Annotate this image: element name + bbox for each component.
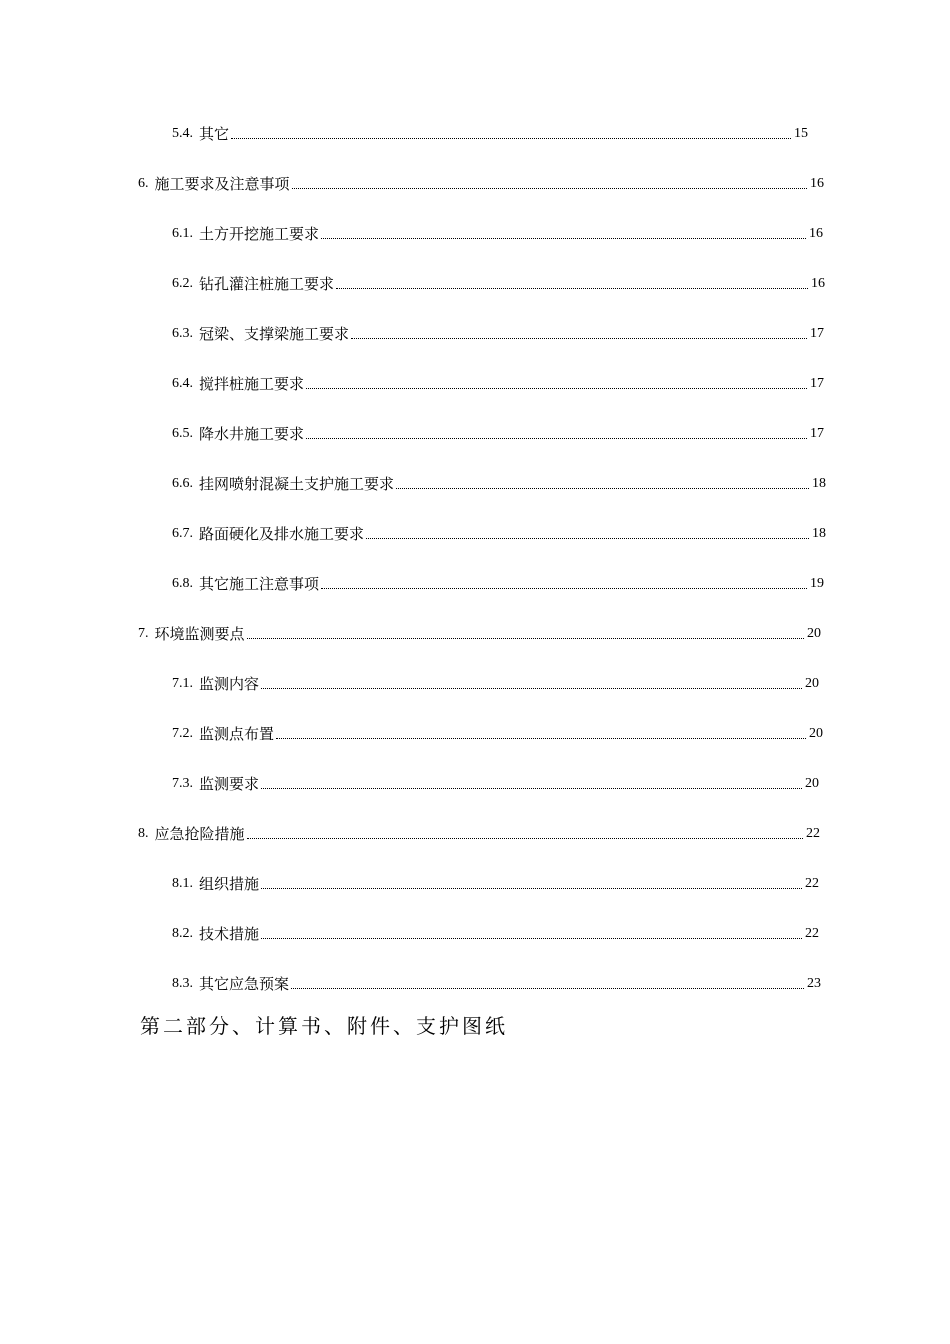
toc-number: 8.2. bbox=[172, 926, 193, 941]
part-heading: 第二部分、计算书、附件、支护图纸 bbox=[140, 1014, 508, 1038]
toc-number: 6.7. bbox=[172, 526, 193, 541]
toc-page-number: 17 bbox=[810, 326, 824, 341]
toc-number: 6. bbox=[138, 176, 149, 191]
toc-title: 应急抢险措施 bbox=[154, 825, 245, 843]
toc-page-number: 17 bbox=[810, 376, 824, 391]
toc-number: 6.6. bbox=[172, 476, 193, 491]
toc-title: 监测要求 bbox=[199, 775, 260, 793]
toc-title: 其它 bbox=[199, 125, 230, 143]
toc-entry[interactable] bbox=[172, 220, 823, 244]
toc-title: 施工要求及注意事项 bbox=[154, 175, 290, 193]
toc-number: 5.4. bbox=[172, 126, 193, 141]
toc-entry[interactable] bbox=[172, 320, 824, 344]
toc-entry[interactable] bbox=[172, 470, 826, 494]
toc-entry[interactable] bbox=[172, 970, 821, 994]
toc-page-number: 20 bbox=[809, 726, 823, 741]
toc-leader-dots bbox=[261, 788, 802, 789]
toc-number: 6.5. bbox=[172, 426, 193, 441]
toc-number: 7.3. bbox=[172, 776, 193, 791]
toc-entry[interactable] bbox=[172, 570, 824, 594]
toc-entry[interactable] bbox=[172, 420, 824, 444]
toc-leader-dots bbox=[306, 388, 807, 389]
toc-page-number: 20 bbox=[805, 676, 819, 691]
toc-number: 7. bbox=[138, 626, 149, 641]
toc-entry[interactable] bbox=[172, 870, 819, 894]
toc-entry[interactable] bbox=[172, 270, 825, 294]
toc-leader-dots bbox=[261, 888, 802, 889]
toc-leader-dots bbox=[292, 188, 807, 189]
toc-number: 8.1. bbox=[172, 876, 193, 891]
toc-number: 6.1. bbox=[172, 226, 193, 241]
toc-entry[interactable] bbox=[172, 720, 823, 744]
toc-title: 路面硬化及排水施工要求 bbox=[199, 525, 365, 543]
toc-leader-dots bbox=[247, 838, 803, 839]
toc-title: 其它施工注意事项 bbox=[199, 575, 320, 593]
toc-title: 其它应急预案 bbox=[199, 975, 290, 993]
toc-entry[interactable] bbox=[172, 520, 826, 544]
toc-page-number: 18 bbox=[812, 476, 826, 491]
toc-page-number: 17 bbox=[810, 426, 824, 441]
toc-entry[interactable] bbox=[172, 120, 808, 144]
toc-leader-dots bbox=[247, 638, 804, 639]
toc-leader-dots bbox=[291, 988, 804, 989]
toc-page-number: 22 bbox=[805, 926, 819, 941]
toc-number: 6.4. bbox=[172, 376, 193, 391]
toc-page-number: 16 bbox=[811, 276, 825, 291]
toc-leader-dots bbox=[396, 488, 809, 489]
toc-page-number: 20 bbox=[805, 776, 819, 791]
toc-leader-dots bbox=[261, 688, 802, 689]
toc-entry[interactable] bbox=[172, 920, 819, 944]
toc-title: 监测内容 bbox=[199, 675, 260, 693]
toc-entry[interactable] bbox=[172, 670, 819, 694]
toc-leader-dots bbox=[321, 238, 806, 239]
toc-entry[interactable] bbox=[172, 770, 819, 794]
toc-number: 6.3. bbox=[172, 326, 193, 341]
toc-number: 6.2. bbox=[172, 276, 193, 291]
toc-title: 降水井施工要求 bbox=[199, 425, 305, 443]
toc-entry[interactable] bbox=[138, 820, 820, 844]
toc-leader-dots bbox=[261, 938, 802, 939]
toc-page-number: 22 bbox=[806, 826, 820, 841]
toc-title: 挂网喷射混凝土支护施工要求 bbox=[199, 475, 395, 493]
toc-page-number: 16 bbox=[809, 226, 823, 241]
toc-page-number: 18 bbox=[812, 526, 826, 541]
toc-number: 7.1. bbox=[172, 676, 193, 691]
toc-leader-dots bbox=[366, 538, 809, 539]
toc-leader-dots bbox=[276, 738, 806, 739]
toc-title: 搅拌桩施工要求 bbox=[199, 375, 305, 393]
toc-page-number: 16 bbox=[810, 176, 824, 191]
toc-page-number: 20 bbox=[807, 626, 821, 641]
toc-number: 8.3. bbox=[172, 976, 193, 991]
toc-leader-dots bbox=[306, 438, 807, 439]
toc-leader-dots bbox=[231, 138, 791, 139]
toc-page-number: 23 bbox=[807, 976, 821, 991]
toc-title: 监测点布置 bbox=[199, 725, 275, 743]
toc-entry[interactable] bbox=[172, 370, 824, 394]
toc-title: 冠梁、支撑梁施工要求 bbox=[199, 325, 350, 343]
toc-entry[interactable] bbox=[138, 620, 821, 644]
toc-leader-dots bbox=[336, 288, 808, 289]
toc-title: 土方开挖施工要求 bbox=[199, 225, 320, 243]
toc-entry[interactable] bbox=[138, 170, 824, 194]
toc-page-number: 15 bbox=[794, 126, 808, 141]
toc-leader-dots bbox=[351, 338, 807, 339]
toc-number: 7.2. bbox=[172, 726, 193, 741]
toc-page-number: 22 bbox=[805, 876, 819, 891]
toc-title: 环境监测要点 bbox=[154, 625, 245, 643]
toc-title: 钻孔灌注桩施工要求 bbox=[199, 275, 335, 293]
toc-number: 6.8. bbox=[172, 576, 193, 591]
toc-title: 组织措施 bbox=[199, 875, 260, 893]
toc-leader-dots bbox=[321, 588, 807, 589]
toc-title: 技术措施 bbox=[199, 925, 260, 943]
toc-number: 8. bbox=[138, 826, 149, 841]
toc-page-number: 19 bbox=[810, 576, 824, 591]
